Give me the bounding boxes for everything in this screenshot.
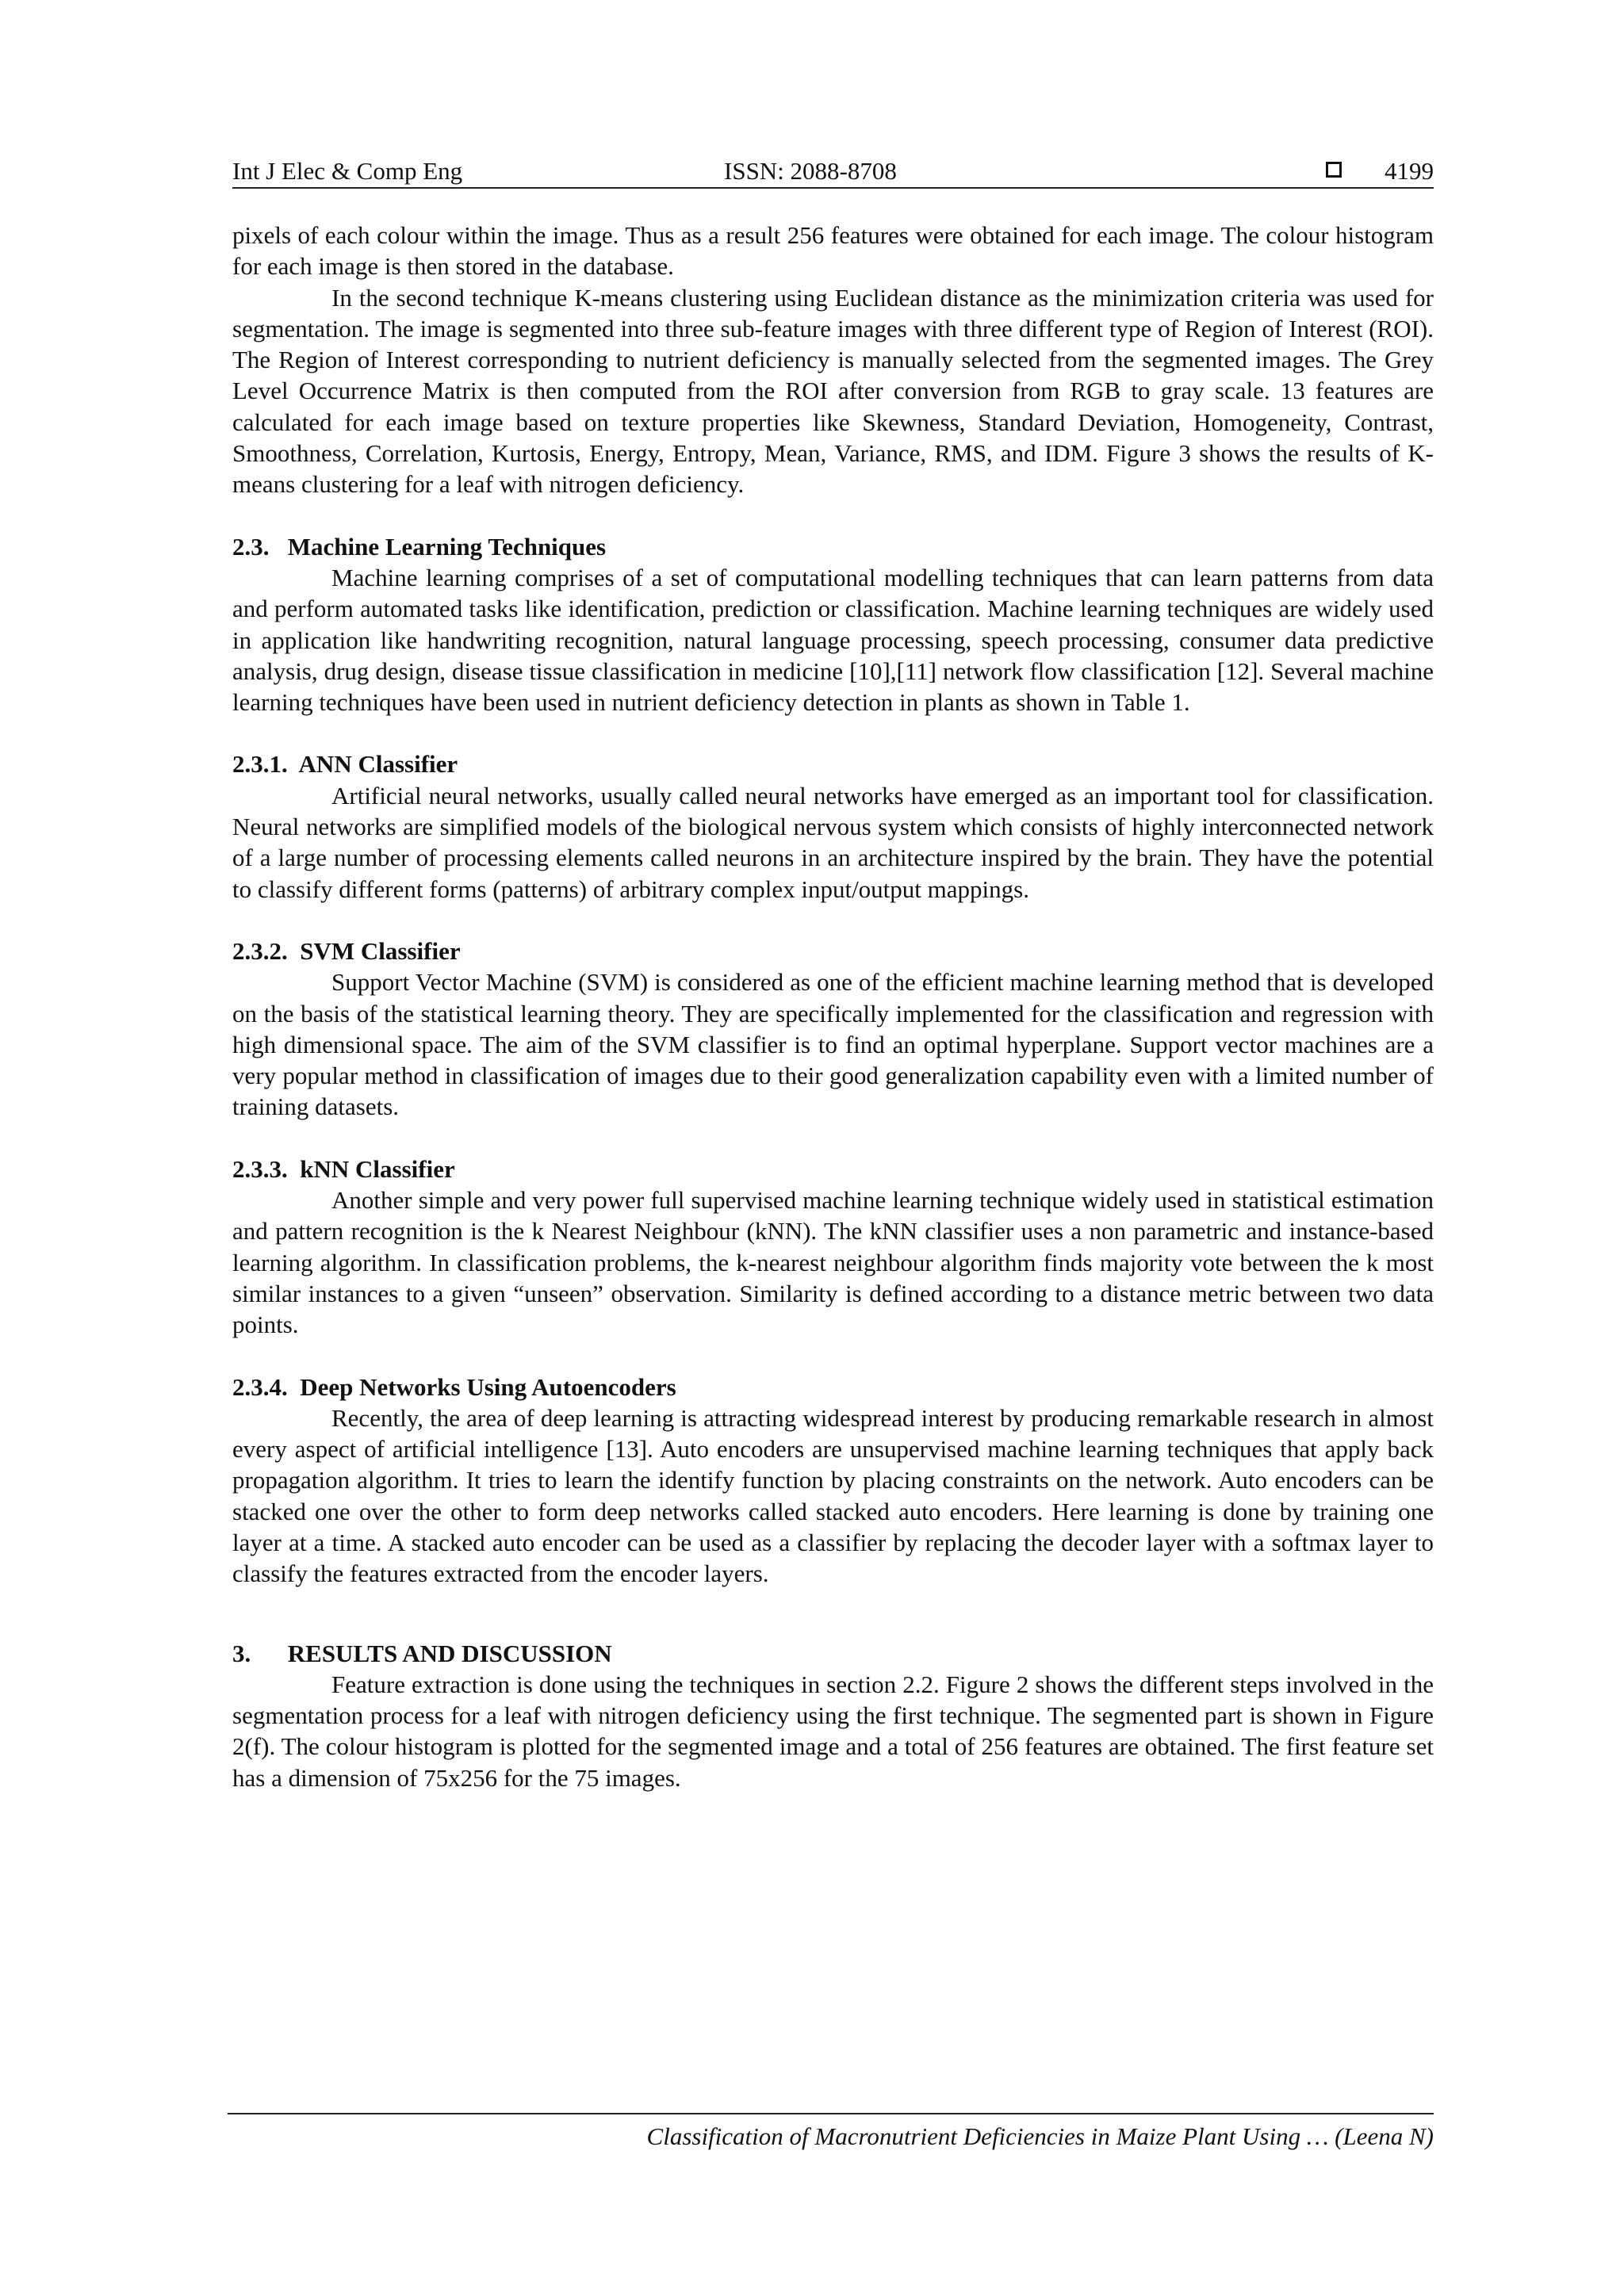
paragraph-ann: Artificial neural networks, usually called neural networks have emerged as an important tool for classification. Neural networks are simplified models of the biological nervous system which consists of highly interconnected network of a large number of processing elements called neurons in an architecture inspired by the brain. They have the potential to classify different forms (patterns) of arbitrary complex input/output mappings. [232, 781, 1434, 903]
section-heading-2-3-3: 2.3.3. kNN Classifier [232, 1154, 455, 1183]
paragraph-machine-learning: Machine learning comprises of a set of computational modelling techniques that can learn patterns from data and perform automated tasks like identification, prediction or classification. Machine learning techniques are widely used in application like handwriting recognition, natural language processing, speech processing, consumer data predictive analysis, drug design, disease tissue classification in medicine [10],[11] network flow classification [12]. Several machine learning techniques have been used in nutrient deficiency detection in plants as shown in Table 1. [232, 563, 1434, 717]
section-heading-2-3-1: 2.3.1. ANN Classifier [232, 750, 458, 779]
paragraph-results: Feature extraction is done using the techniques in section 2.2. Figure 2 shows the different steps involved in the segmentation process for a leaf with nitrogen deficiency using the first technique. The segmented part is shown in Figure 2(f). The colour histogram is plotted for the segmented image and a total of 256 features are obtained. The first feature set has a dimension of 75x256 for the 75 images. [232, 1670, 1434, 1792]
square-bullet-icon [1326, 162, 1342, 178]
section-heading-2-3-2: 2.3.2. SVM Classifier [232, 936, 461, 965]
section-heading-2-3-4: 2.3.4. Deep Networks Using Autoencoders [232, 1372, 676, 1401]
page-number: 4199 [1385, 157, 1434, 185]
paragraph-svm: Support Vector Machine (SVM) is considered as one of the efficient machine learning method that is developed on the basis of the statistical learning theory. They are specifically implemented for the classification and regression with high dimensional space. The aim of the SVM classifier is to find an optimal hyperplane. Support vector machines are a very popular method in classification of images due to their good generalization capability even with a limited number of training datasets. [232, 968, 1434, 1121]
paragraph-kmeans: In the second technique K-means clustering using Euclidean distance as the minimization criteria was used for segmentation. The image is segmented into three sub-feature images with three different type of Region of Interest (ROI). The Region of Interest corresponding to nutrient deficiency is manually selected from the segmented images. The Grey Level Occurrence Matrix is then computed from the ROI after conversion from RGB to gray scale. 13 features are calculated for each image based on texture properties like Skewness, Standard Deviation, Homogeneity, Contrast, Smoothness, Correlation, Kurtosis, Energy, Entropy, Mean, Variance, RMS, and IDM. Figure 3 shows the results of K-means clustering for a leaf with nitrogen deficiency. [232, 283, 1434, 499]
running-title: Classification of Macronutrient Deficiencies in Maize Plant Using … (Leena N) [646, 2122, 1434, 2150]
section-heading-2-3: 2.3. Machine Learning Techniques [232, 532, 607, 561]
page-header [232, 155, 1434, 189]
paragraph-knn: Another simple and very power full supervised machine learning technique widely used in statistical estimation and pattern recognition is the k Nearest Neighbour (kNN). The kNN classifier uses a non parametric and instance-based learning algorithm. In classification problems, the k-nearest neighbour algorithm finds majority vote between the k most similar instances to a given “unseen” observation. Similarity is defined according to a distance metric between two data points. [232, 1186, 1434, 1339]
journal-name: Int J Elec & Comp Eng [232, 157, 463, 185]
page-footer [228, 2113, 1434, 2152]
paragraph-autoencoders: Recently, the area of deep learning is attracting widespread interest by producing remarkable research in almost every aspect of artificial intelligence [13]. Auto encoders are unsupervised machine learning techniques that apply back propagation algorithm. It tries to learn the identify function by placing constraints on the network. Auto encoders can be stacked one over the other to form deep networks called stacked auto encoders. Here learning is done by training one layer at a time. A stacked auto encoder can be used as a classifier by replacing the decoder layer with a softmax layer to classify the features extracted from the encoder layers. [232, 1403, 1434, 1588]
body-text [232, 220, 1434, 1793]
section-heading-3: 3. RESULTS AND DISCUSSION [232, 1639, 612, 1667]
issn: ISSN: 2088-8708 [724, 157, 897, 185]
paragraph-continuation: pixels of each colour within the image. Thus as a result 256 features were obtained for each image. The colour histogram for each image is then stored in the database. [232, 221, 1434, 281]
